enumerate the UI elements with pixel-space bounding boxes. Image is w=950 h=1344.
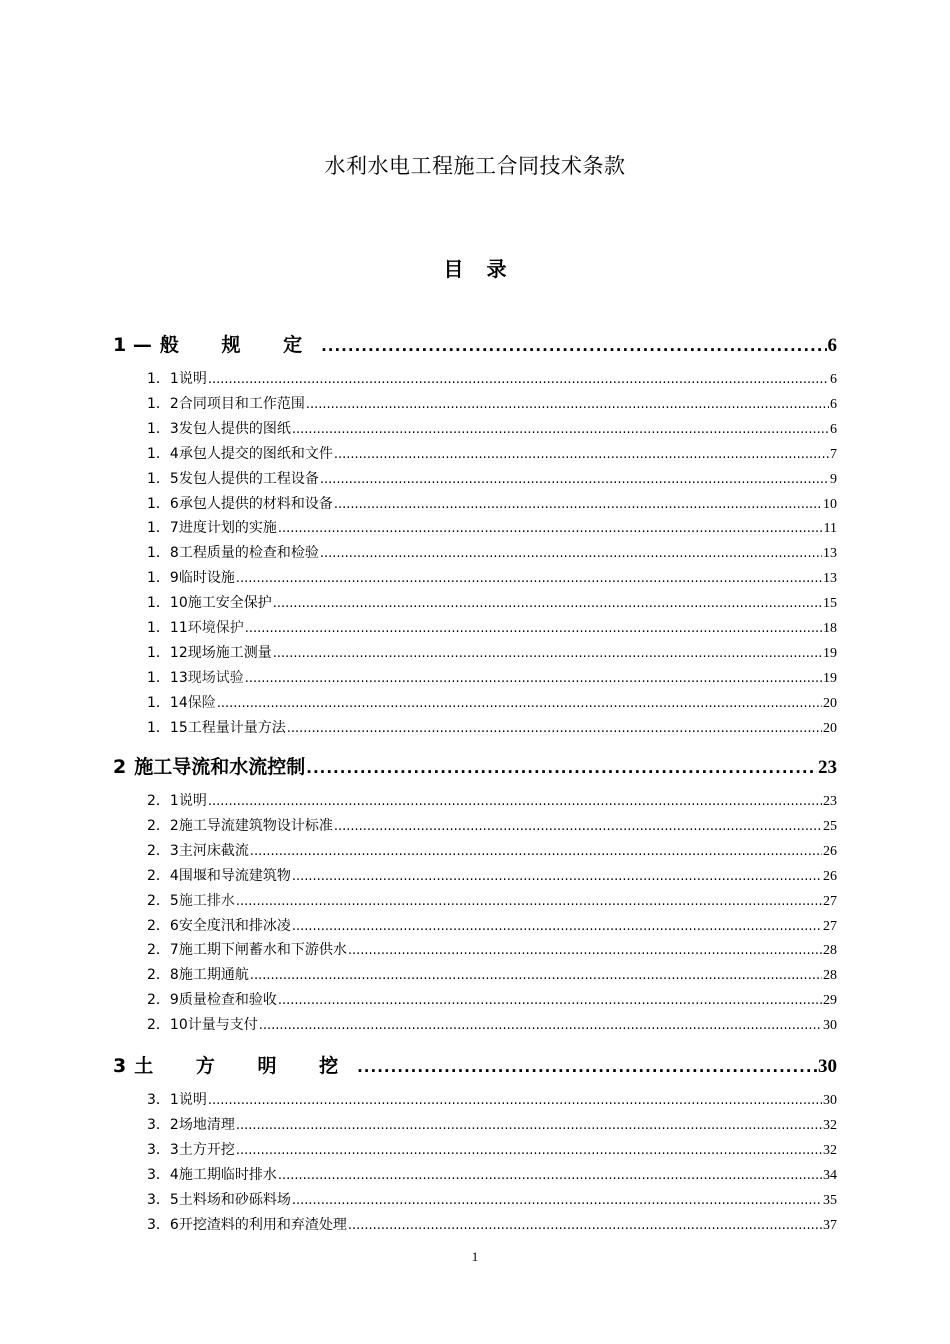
chapter-page-number: 30	[818, 1056, 837, 1077]
section-title: 承包人提供的材料和设备	[178, 496, 333, 512]
section-page-number: 20	[823, 696, 837, 711]
section-title: 现场试验	[187, 671, 244, 686]
dot-leader	[334, 446, 829, 462]
toc-section-entry[interactable]	[147, 1214, 837, 1234]
dot-leader	[273, 645, 822, 661]
section-title: 说明	[178, 1092, 207, 1108]
section-number: 3．5	[147, 1192, 179, 1208]
section-page-number: 19	[823, 671, 837, 686]
dot-leader	[320, 545, 822, 561]
dot-leader	[208, 371, 829, 387]
section-number: 1．2	[147, 396, 179, 412]
section-page-number: 28	[823, 968, 837, 983]
section-title: 主河床截流	[178, 843, 249, 859]
section-number: 2．6	[147, 918, 179, 934]
section-title: 土料场和砂砾料场	[178, 1192, 291, 1208]
section-number: 2．2	[147, 818, 179, 834]
dot-leader	[278, 520, 823, 536]
section-number: 1．4	[147, 446, 179, 462]
dot-leader	[320, 471, 829, 487]
toc-heading: 目 录	[443, 257, 507, 281]
section-title: 围堰和导流建筑物	[178, 868, 291, 884]
section-number: 2．5	[147, 893, 179, 909]
section-page-number: 30	[823, 1093, 837, 1108]
section-number: 3．6	[147, 1217, 179, 1233]
section-title: 土方开挖	[178, 1142, 235, 1158]
dot-leader	[348, 942, 822, 958]
toc-section-entry[interactable]	[147, 443, 837, 463]
section-title: 施工期下闸蓄水和下游供水	[178, 942, 347, 958]
section-number: 1．3	[147, 421, 179, 437]
dot-leader	[208, 793, 822, 809]
section-page-number: 23	[823, 794, 837, 809]
dot-leader	[236, 570, 822, 586]
section-page-number: 19	[823, 646, 837, 661]
section-number: 1．1	[147, 371, 179, 387]
section-title: 场地清理	[178, 1117, 235, 1133]
dot-leader	[245, 620, 822, 636]
section-number: 1．14	[147, 695, 188, 711]
section-number: 1．15	[147, 720, 188, 736]
toc-section-entry[interactable]	[147, 567, 837, 587]
chapter-page-number: 23	[818, 757, 837, 778]
toc-section-entry[interactable]	[147, 989, 837, 1009]
toc-section-entry[interactable]	[147, 692, 837, 712]
section-number: 2．3	[147, 843, 179, 859]
section-page-number: 6	[830, 372, 837, 387]
toc-section-entry[interactable]	[147, 1014, 837, 1034]
dot-leader	[292, 421, 829, 437]
dot-leader	[236, 1142, 822, 1158]
toc-section-entry[interactable]	[147, 890, 837, 910]
dot-leader	[236, 1117, 822, 1133]
chapter-title: 土 方 明 挖	[134, 1055, 357, 1077]
section-page-number: 20	[823, 721, 837, 736]
section-title: 质量检查和验收	[178, 992, 277, 1008]
section-page-number: 6	[830, 422, 837, 437]
section-page-number: 18	[823, 621, 837, 636]
section-page-number: 32	[823, 1118, 837, 1133]
section-title: 承包人提交的图纸和文件	[178, 446, 333, 462]
section-number: 1．6	[147, 496, 179, 512]
dot-leader	[334, 818, 822, 834]
toc-section-entry[interactable]	[147, 717, 837, 737]
section-number: 3．4	[147, 1167, 179, 1183]
section-number: 3．2	[147, 1117, 179, 1133]
toc-section-entry[interactable]	[147, 915, 837, 935]
dot-leader	[321, 334, 826, 356]
dot-leader	[292, 918, 822, 934]
section-page-number: 37	[823, 1218, 837, 1233]
section-title: 施工安全保护	[187, 595, 272, 611]
section-number: 2．8	[147, 967, 179, 983]
section-title: 说明	[178, 793, 207, 809]
section-page-number: 35	[823, 1193, 837, 1208]
dot-leader	[292, 868, 822, 884]
section-number: 2．7	[147, 942, 179, 958]
dot-leader	[250, 843, 822, 859]
toc-section-entry[interactable]	[147, 418, 837, 438]
toc-chapter-entry[interactable]	[113, 330, 837, 357]
section-page-number: 9	[830, 472, 837, 487]
dot-leader	[259, 1017, 822, 1033]
toc-chapter-entry[interactable]	[113, 752, 837, 779]
section-page-number: 11	[823, 521, 837, 536]
toc-section-entry[interactable]	[147, 840, 837, 860]
section-page-number: 10	[823, 497, 837, 512]
section-title: 现场施工测量	[187, 645, 272, 661]
toc-section-entry[interactable]	[147, 493, 837, 513]
toc-section-entry[interactable]	[147, 1114, 837, 1134]
section-title: 环境保护	[187, 621, 244, 636]
dot-leader	[306, 396, 829, 412]
toc-section-entry[interactable]	[147, 1139, 837, 1159]
section-number: 1．13	[147, 670, 188, 686]
toc-section-entry[interactable]	[147, 542, 837, 562]
section-number: 2．1	[147, 793, 179, 809]
section-title: 工程量计量方法	[187, 720, 286, 736]
dot-leader	[306, 756, 817, 778]
section-title: 施工期临时排水	[178, 1167, 277, 1183]
toc-section-entry[interactable]	[147, 393, 837, 413]
section-number: 1．10	[147, 595, 188, 611]
section-page-number: 13	[823, 571, 837, 586]
dot-leader	[278, 1167, 822, 1183]
toc-section-entry[interactable]	[147, 964, 837, 984]
dot-leader	[357, 1055, 817, 1077]
section-page-number: 6	[830, 397, 837, 412]
section-title: 开挖渣料的利用和弃渣处理	[178, 1217, 347, 1233]
chapter-number: 3	[113, 1055, 127, 1077]
section-number: 1．11	[147, 620, 188, 636]
section-page-number: 25	[823, 819, 837, 834]
section-page-number: 28	[823, 943, 837, 958]
toc-section-entry[interactable]	[147, 939, 837, 959]
section-page-number: 26	[823, 869, 837, 884]
section-number: 1．12	[147, 645, 188, 661]
toc-section-entry[interactable]	[147, 617, 837, 637]
section-title: 工程质量的检查和检验	[178, 545, 319, 561]
section-title: 合同项目和工作范围	[178, 396, 305, 412]
toc-chapter-entry[interactable]	[113, 1051, 837, 1078]
toc-section-entry[interactable]	[147, 468, 837, 488]
section-number: 3．3	[147, 1142, 179, 1158]
toc-section-entry[interactable]	[147, 1189, 837, 1209]
dot-leader	[217, 695, 822, 711]
toc-section-entry[interactable]	[147, 592, 837, 612]
section-title: 发包人提供的图纸	[178, 421, 291, 437]
section-title: 说明	[178, 371, 207, 387]
toc-section-entry[interactable]	[147, 1164, 837, 1184]
toc-section-entry[interactable]	[147, 1089, 837, 1109]
section-title: 保险	[187, 696, 216, 711]
section-page-number: 27	[823, 919, 837, 934]
section-number: 1．7	[147, 520, 179, 536]
section-title: 发包人提供的工程设备	[178, 471, 319, 487]
chapter-number: 2	[113, 756, 127, 778]
section-title: 进度计划的实施	[178, 520, 277, 536]
chapter-title: 施工导流和水流控制	[134, 756, 306, 778]
document-title: 水利水电工程施工合同技术条款	[324, 154, 626, 178]
section-title: 临时设施	[178, 570, 235, 586]
section-number: 2．10	[147, 1017, 188, 1033]
section-number: 3．1	[147, 1092, 179, 1108]
section-title: 计量与支付	[187, 1017, 258, 1033]
toc-section-entry[interactable]	[147, 865, 837, 885]
chapter-title: 般 规 定	[159, 334, 321, 356]
toc-section-entry[interactable]	[147, 517, 837, 537]
dot-leader	[292, 1192, 822, 1208]
section-number: 2．4	[147, 868, 179, 884]
section-page-number: 13	[823, 546, 837, 561]
section-page-number: 26	[823, 844, 837, 859]
section-page-number: 34	[823, 1168, 837, 1183]
section-page-number: 7	[830, 447, 837, 462]
chapter-number: 1 —	[113, 334, 152, 356]
section-number: 1．5	[147, 471, 179, 487]
dot-leader	[208, 1092, 822, 1108]
section-page-number: 27	[823, 894, 837, 909]
dot-leader	[245, 670, 822, 686]
section-number: 2．9	[147, 992, 179, 1008]
dot-leader	[287, 720, 822, 736]
section-title: 施工排水	[178, 894, 235, 909]
toc-section-entry[interactable]	[147, 667, 837, 687]
dot-leader	[334, 496, 822, 512]
section-title: 安全度汛和排冰凌	[178, 918, 291, 934]
section-page-number: 30	[823, 1018, 837, 1033]
toc-section-entry[interactable]	[147, 790, 837, 810]
dot-leader	[250, 967, 822, 983]
dot-leader	[348, 1217, 822, 1233]
section-title: 施工导流建筑物设计标准	[178, 818, 333, 834]
toc-section-entry[interactable]	[147, 642, 837, 662]
dot-leader	[278, 992, 822, 1008]
section-page-number: 15	[823, 596, 837, 611]
section-page-number: 32	[823, 1143, 837, 1158]
dot-leader	[236, 893, 822, 909]
section-number: 1．8	[147, 545, 179, 561]
chapter-page-number: 6	[827, 335, 837, 356]
section-number: 1．9	[147, 570, 179, 586]
toc-section-entry[interactable]	[147, 368, 837, 388]
toc-section-entry[interactable]	[147, 815, 837, 835]
section-page-number: 29	[823, 993, 837, 1008]
dot-leader	[273, 595, 822, 611]
section-title: 施工期通航	[178, 967, 249, 983]
page-number: 1	[471, 1249, 479, 1264]
